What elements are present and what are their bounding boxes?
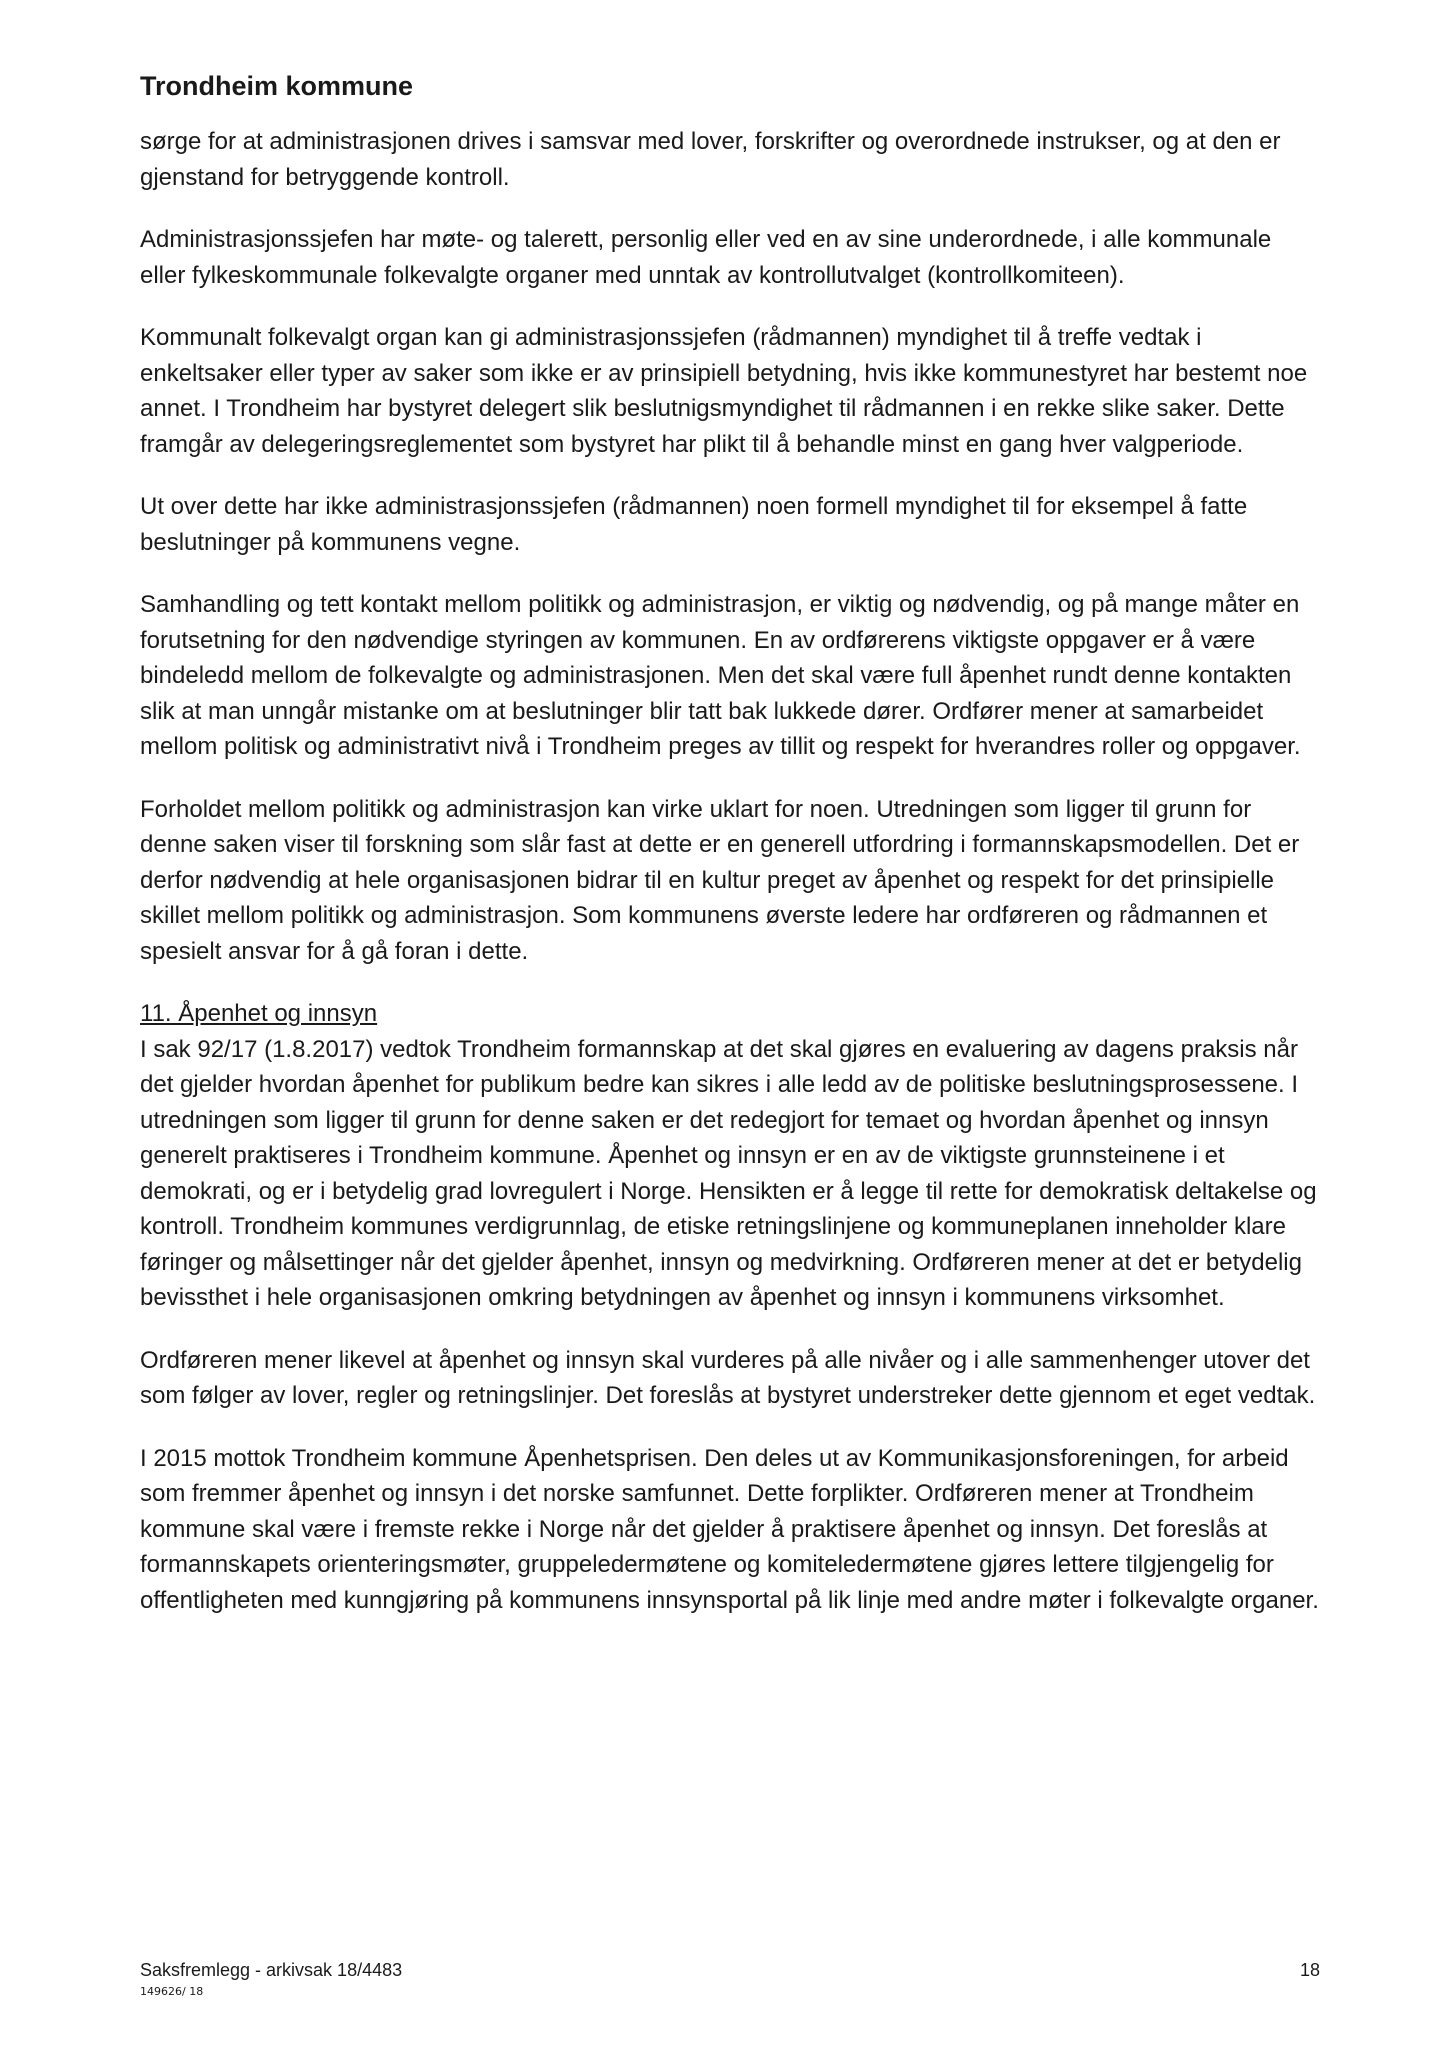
paragraph: Forholdet mellom politikk og administrasjon kan virke uklart for noen. Utredningen som ligger til grunn for denne saken viser til forskning som slår fast at dette er en generell utfordring i formannskapsmodellen. Det er derfor nødvendig at hele organisasjonen bidrar til en kultur preget av åpenhet og respekt for det prinsipielle skillet mellom politikk og administrasjon. Som kommunens øverste ledere har ordføreren og rådmannen et spesielt ansvar for å gå foran i dette. xyxy=(140,795,1300,965)
page-header: Trondheim kommune xyxy=(140,71,414,101)
page-footer xyxy=(140,1960,1320,1998)
page-number: 18 xyxy=(1299,1960,1320,1980)
paragraph: Ordføreren mener likevel at åpenhet og innsyn skal vurderes på alle nivåer og i alle sammenhenger utover det som følger av lover, regler og retningslinjer. Det foreslås at bystyret understreker dette gjennom et eget vedtak. xyxy=(140,1346,1316,1410)
paragraph: I sak 92/17 (1.8.2017) vedtok Trondheim formannskap at det skal gjøres en evaluering av dagens praksis når det gjelder hvordan åpenhet for publikum bedre kan sikres i alle ledd av de politiske beslutningsprosessene. I utredningen som ligger til grunn for denne saken er det redegjort for temaet og hvordan åpenhet og innsyn generelt praktiseres i Trondheim kommune. Åpenhet og innsyn er en av de viktigste grunnsteinene i et demokrati, og er i betydelig grad lovregulert i Norge. Hensikten er å legge til rette for demokratisk deltakelse og kontroll. Trondheim kommunes verdigrunnlag, de etiske retningslinjene og kommuneplanen inneholder klare føringer og målsettinger når det gjelder åpenhet, innsyn og medvirkning. Ordføreren mener at det er betydelig bevissthet i hele organisasjonen omkring betydningen av åpenhet og innsyn i kommunens virksomhet. xyxy=(140,1035,1317,1312)
paragraph: Ut over dette har ikke administrasjonssjefen (rådmannen) noen formell myndighet til for eksempel å fatte beslutninger på kommunens vegne. xyxy=(140,493,1248,556)
footer-document-ref: 149626/ 18 xyxy=(140,1985,204,1998)
document-page xyxy=(140,70,1320,1618)
footer-case-label: Saksfremlegg - arkivsak 18/4483 xyxy=(140,1960,403,1980)
section-heading: 11. Åpenhet og innsyn xyxy=(140,1000,378,1028)
paragraph: Administrasjonssjefen har møte- og talerett, personlig eller ved en av sine underordnede, i alle kommunale eller fylkeskommunale folkevalgte organer med unntak av kontrollutvalget (kontrollkomiteen). xyxy=(140,226,1272,289)
paragraph: Kommunalt folkevalgt organ kan gi administrasjonssjefen (rådmannen) myndighet til å treffe vedtak i enkeltsaker eller typer av saker som ikke er av prinsipiell betydning, hvis ikke kommunestyret har bestemt noe annet. I Trondheim har bystyret delegert slik beslutnigsmyndighet til rådmannen i en rekke slike saker. Dette framgår av delegeringsreglementet som bystyret har plikt til å behandle minst en gang hver valgperiode. xyxy=(140,324,1308,458)
paragraph: sørge for at administrasjonen drives i samsvar med lover, forskrifter og overordnede instrukser, og at den er gjenstand for betryggende kontroll. xyxy=(140,128,1281,191)
paragraph: I 2015 mottok Trondheim kommune Åpenhetsprisen. Den deles ut av Kommunikasjonsforeningen, for arbeid som fremmer åpenhet og innsyn i det norske samfunnet. Dette forplikter. Ordføreren mener at Trondheim kommune skal være i fremste rekke i Norge når det gjelder å praktisere åpenhet og innsyn. Det foreslås at formannskapets orienteringsmøter, gruppeledermøtene og komiteledermøtene gjøres lettere tilgjengelig for offentligheten med kunngjøring på kommunens innsynsportal på lik linje med andre møter i folkevalgte organer. xyxy=(140,1444,1319,1614)
paragraph: Samhandling og tett kontakt mellom politikk og administrasjon, er viktig og nødvendig, og på mange måter en forutsetning for den nødvendige styringen av kommunen. En av ordførerens viktigste oppgaver er å være bindeledd mellom de folkevalgte og administrasjonen. Men det skal være full åpenhet rundt denne kontakten slik at man unngår mistanke om at beslutninger blir tatt bak lukkede dører. Ordfører mener at samarbeidet mellom politisk og administrativt nivå i Trondheim preges av tillit og respekt for hverandres roller og oppgaver. xyxy=(140,591,1301,761)
